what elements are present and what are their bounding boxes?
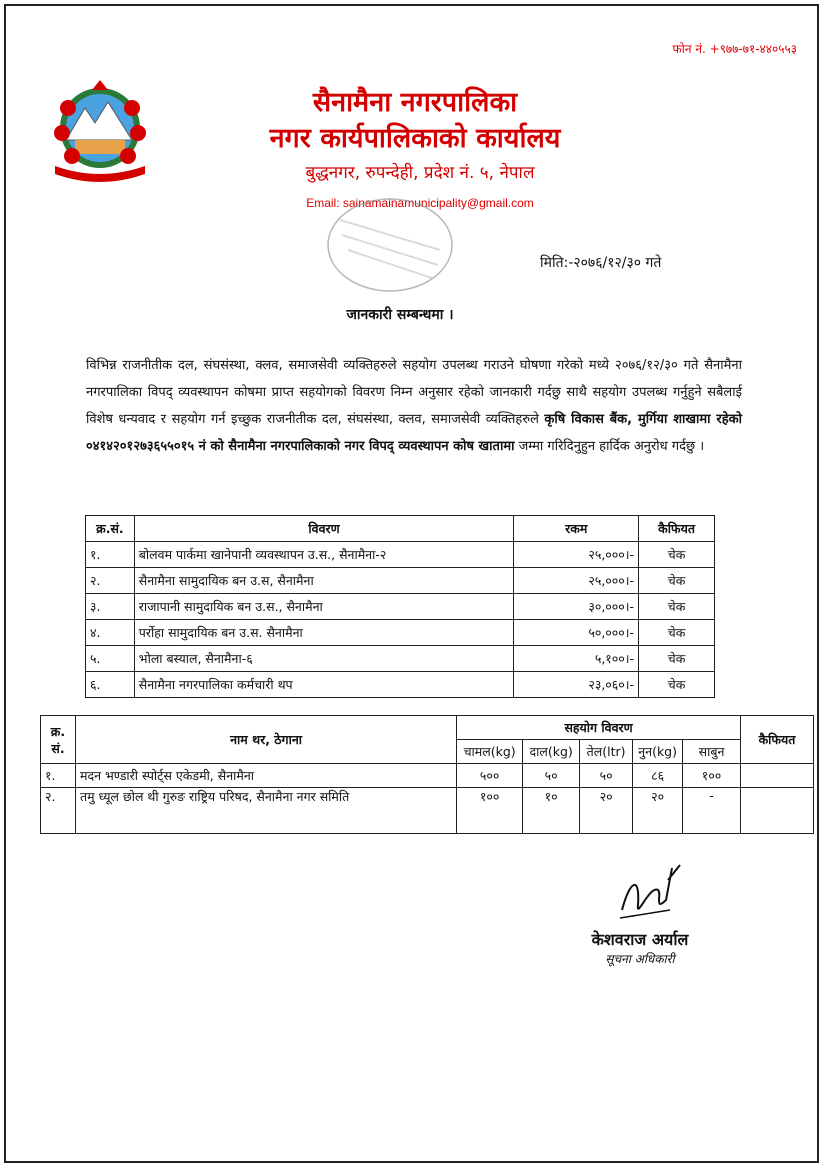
body-text-part1: विभिन्न राजनीतीक दल, संघसंस्था, क्लव, समाजसेवी व्यक्तिहरुले सहयोग उपलब्ध गराउने घोषणा गरेको मध्ये २०७६/१२/३० गते सैनामैना नगरपालिका विपद् व्यवस्थापन कोषमा प्राप्त सहयोगको विवरण निम्न अनुसार रहेको जानकारी गर्दछु साथै सहयोग उपलब्ध गर्नुहुने सबैलाई विशेष धन्यवाद र सहयोग गर्न इच्छुक राजनीतीक दल, संघसंस्था, क्लव, समाजसेवी व्यक्तिहरुले — [86, 358, 742, 427]
cell-description: राजापानी सामुदायिक बन उ.स., सैनामैना — [134, 594, 514, 620]
cell-description: पर्रोहा सामुदायिक बन उ.स. सैनामैना — [134, 620, 514, 646]
office-email: Email: sainamainamunicipality@gmail.com — [306, 196, 534, 210]
nepal-emblem-logo — [40, 78, 160, 188]
header-amount: रकम — [514, 516, 639, 542]
header-remark: कैफियत — [741, 716, 814, 764]
cell-description: बोलवम पार्कमा खानेपानी व्यवस्थापन उ.स., सैनामैना-२ — [134, 542, 514, 568]
handwritten-signature — [610, 860, 690, 930]
office-title-line2: नगर कार्यपालिकाको कार्यालय — [269, 123, 561, 154]
header-lentil: दाल(kg) — [523, 740, 580, 764]
cell-description: सैनामैना सामुदायिक बन उ.स, सैनामैना — [134, 568, 514, 594]
cell-lentil: ५० — [523, 764, 580, 788]
office-seal-stamp — [320, 190, 460, 300]
cell-serial: २. — [86, 568, 135, 594]
table-row — [86, 594, 715, 620]
cell-name-address: तमु ध्यूल छोल थी गुरुङ राष्ट्रिय परिषद, सैनामैना नगर समिति — [75, 788, 456, 834]
cell-amount: ५०,०००।- — [514, 620, 639, 646]
cell-oil: ५० — [580, 764, 633, 788]
cell-rice: ५०० — [457, 764, 523, 788]
table-row — [86, 672, 715, 698]
cell-remark — [741, 764, 814, 788]
header-serial: क्र.सं. — [86, 516, 135, 542]
table-row — [41, 764, 814, 788]
office-address: बुद्धनगर, रुपन्देही, प्रदेश नं. ५, नेपाल — [305, 163, 535, 183]
header-name-address: नाम थर, ठेगाना — [75, 716, 456, 764]
cell-lentil: १० — [523, 788, 580, 834]
table-row — [41, 788, 814, 834]
signatory-title: सूचना अधिकारी — [605, 952, 675, 966]
header-rice: चामल(kg) — [457, 740, 523, 764]
cell-amount: ३०,०००।- — [514, 594, 639, 620]
header-salt: नुन(kg) — [633, 740, 683, 764]
cell-description: भोला बस्याल, सैनामैना-६ — [134, 646, 514, 672]
table-header-row — [41, 716, 814, 740]
cell-oil: २० — [580, 788, 633, 834]
cell-amount: २५,०००।- — [514, 568, 639, 594]
signatory-name: केशवराज अर्याल — [591, 930, 689, 949]
cell-remark: चेक — [639, 646, 715, 672]
cell-serial: १. — [86, 542, 135, 568]
cell-serial: ४. — [86, 620, 135, 646]
header-serial: क्र. सं. — [41, 716, 76, 764]
header-oil: तेल(ltr) — [580, 740, 633, 764]
cell-name-address: मदन भण्डारी स्पोर्ट्स एकेडमी, सैनामैना — [75, 764, 456, 788]
cell-salt: ८६ — [633, 764, 683, 788]
cell-description: सैनामैना नगरपालिका कर्मचारी थप — [134, 672, 514, 698]
cell-serial: ६. — [86, 672, 135, 698]
cell-remark: चेक — [639, 620, 715, 646]
cell-remark: चेक — [639, 542, 715, 568]
letter-body — [86, 352, 742, 460]
letter-subject: जानकारी सम्बन्धमा । — [346, 307, 454, 323]
cell-remark — [741, 788, 814, 834]
cell-soap: - — [683, 788, 741, 834]
phone-number: फोन नं. +९७७-७१-४४०५५३ — [672, 42, 797, 56]
cash-donation-table — [85, 515, 715, 698]
cell-serial: ३. — [86, 594, 135, 620]
table-row — [86, 542, 715, 568]
header-support-details: सहयोग विवरण — [457, 716, 741, 740]
cell-rice: १०० — [457, 788, 523, 834]
cell-serial: १. — [41, 764, 76, 788]
cell-remark: चेक — [639, 568, 715, 594]
table-row — [86, 620, 715, 646]
table-header-row — [86, 516, 715, 542]
cell-amount: २३,०६०।- — [514, 672, 639, 698]
body-text-bank-account: कृषि विकास बैंक, मुर्गिया शाखामा रहेको ०४१४२०१२७३६५५०१५ नं को सैनामैना नगरपालिकाको नगर विपद् व्यवस्थापन कोष खातामा — [86, 412, 742, 454]
cell-salt: २० — [633, 788, 683, 834]
table-row — [86, 568, 715, 594]
cell-amount: ५,१००।- — [514, 646, 639, 672]
cell-amount: २५,०००।- — [514, 542, 639, 568]
header-soap: साबुन — [683, 740, 741, 764]
goods-donation-table — [40, 715, 814, 834]
header-remark: कैफियत — [639, 516, 715, 542]
cell-remark: चेक — [639, 594, 715, 620]
cell-serial: २. — [41, 788, 76, 834]
cell-serial: ५. — [86, 646, 135, 672]
header-description: विवरण — [134, 516, 514, 542]
cell-remark: चेक — [639, 672, 715, 698]
letter-date: मिति:-२०७६/१२/३० गते — [540, 255, 662, 271]
table-row — [86, 646, 715, 672]
body-text-part2: जम्मा गरिदिनुहुन हार्दिक अनुरोध गर्दछु । — [514, 439, 705, 454]
office-title-line1: सैनामैना नगरपालिका — [312, 87, 518, 118]
cell-soap: १०० — [683, 764, 741, 788]
